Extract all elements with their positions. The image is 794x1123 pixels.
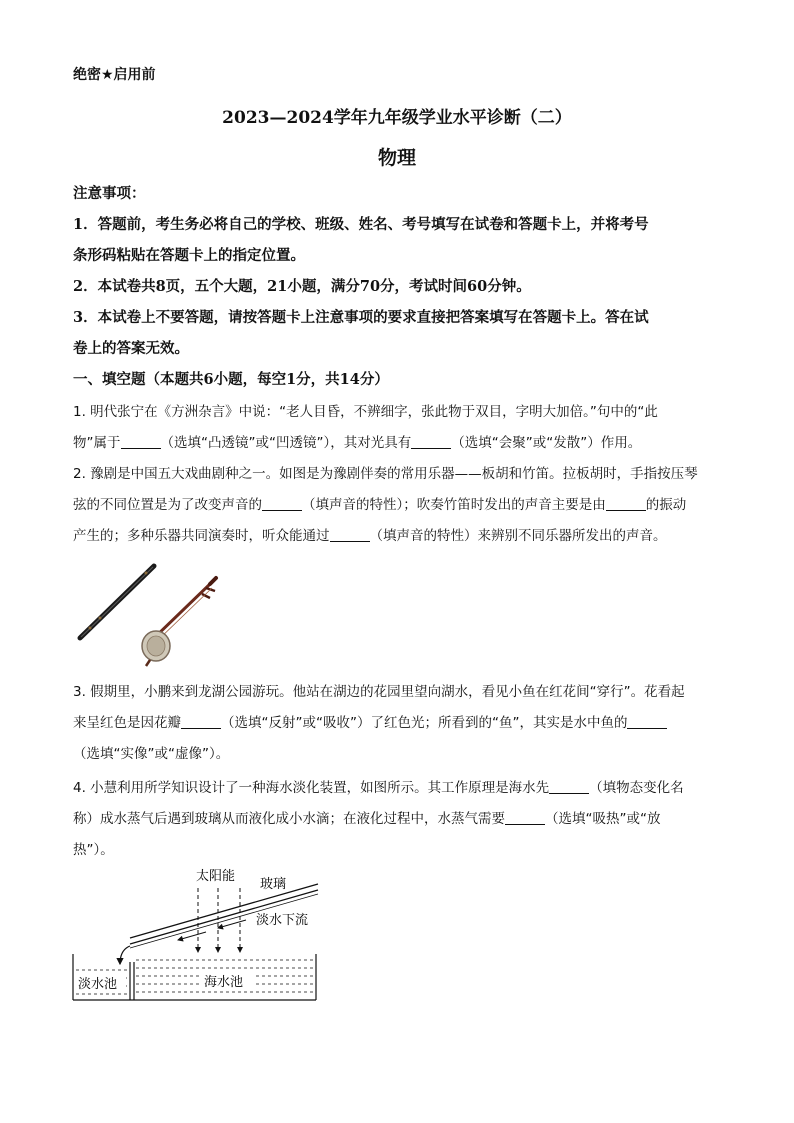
- note-3-line-2: 卷上的答案无效。: [73, 340, 189, 357]
- q3-text-a: 来呈红色是因花瓣: [73, 715, 181, 731]
- note-1-line-1: 1．答题前，考生务必将自己的学校、班级、姓名、考号填写在试卷和答题卡上，并将考号: [73, 216, 649, 233]
- q1-text-b: （选填“凸透镜”或“凹透镜”），其对光具有: [160, 435, 412, 451]
- bamboo-flute-icon: [80, 566, 154, 638]
- q4-line-2: [73, 807, 733, 827]
- q1-line-1: 1. 明代张宁在《方洲杂言》中说：“老人目昏，不辨细字，张此物于双目，字明大加倍。”句中的“此: [73, 404, 658, 420]
- q3-line-1: 3. 假期里，小鹏来到龙湖公园游玩。他站在湖边的花园里望向湖水，看见小鱼在红花间“穿行”。花看起: [73, 684, 685, 700]
- answer-blank[interactable]: [262, 509, 302, 511]
- answer-blank[interactable]: [505, 823, 545, 825]
- secret-label: 绝密★启用前: [73, 67, 156, 83]
- glass-label: 玻璃: [260, 877, 287, 892]
- q2-text-c: 的振动: [645, 497, 687, 513]
- q1-text-a: 物”属于: [73, 435, 121, 451]
- note-1-line-2: 条形码粘贴在答题卡上的指定位置。: [73, 247, 305, 264]
- q4-text-d: （选填“吸热”或“放: [545, 811, 661, 827]
- q2-text-d: 产生的；多种乐器共同演奏时，听众能通过: [73, 528, 330, 544]
- fresh-flow-label: 淡水下流: [256, 913, 309, 928]
- q4-text-b: （填物态变化名: [589, 780, 684, 796]
- answer-blank[interactable]: [121, 447, 161, 449]
- q4-line-3: 热”）。: [73, 842, 114, 858]
- q2-text-b: （填声音的特性）；吹奏竹笛时发出的声音主要是由: [302, 497, 606, 513]
- note-3-line-1: 3．本试卷上不要答题，请按答题卡上注意事项的要求直接把答案填写在答题卡上。答在试: [73, 309, 649, 326]
- section-1-heading: 一、填空题（本题共6小题，每空1分，共14分）: [73, 371, 389, 388]
- desalination-diagram: [68, 862, 326, 1004]
- instruments-figure: [70, 558, 230, 668]
- q2-line-3: [73, 524, 733, 544]
- q3-text-b: （选填“反射”或“吸收”）了红色光；所看到的“鱼”，其实是水中鱼的: [221, 715, 628, 731]
- q2-line-2: [73, 493, 733, 513]
- answer-blank[interactable]: [606, 509, 646, 511]
- note-2: 2．本试卷共8页，五个大题，21小题，满分70分，考试时间60分钟。: [73, 278, 531, 295]
- q2-text-e: （填声音的特性）来辨别不同乐器所发出的声音。: [369, 528, 667, 544]
- q4-line-1: [73, 776, 733, 796]
- answer-blank[interactable]: [627, 727, 667, 729]
- answer-blank[interactable]: [181, 727, 221, 729]
- notes-heading: 注意事项：: [73, 185, 146, 202]
- answer-blank[interactable]: [330, 540, 370, 542]
- banhu-icon: [142, 578, 216, 666]
- q3-line-3: （选填“实像”或“虚像”）。: [73, 746, 230, 762]
- sea-pool-label: 海水池: [204, 975, 244, 990]
- q2-line-1: 2. 豫剧是中国五大戏曲剧种之一。如图是为豫剧伴奏的常用乐器——板胡和竹笛。拉板胡时，手指按压琴: [73, 466, 698, 482]
- exam-title: 2023—2024学年九年级学业水平诊断（二）: [222, 108, 572, 128]
- q2-text-a: 弦的不同位置是为了改变声音的: [73, 497, 262, 513]
- q3-line-2: [73, 711, 733, 731]
- answer-blank[interactable]: [549, 792, 589, 794]
- q1-text-c: （选填“会聚”或“发散”）作用。: [451, 435, 642, 451]
- sun-ray-arrows: [198, 888, 240, 952]
- q1-line-2: [73, 431, 733, 451]
- q4-text-c: 称）成水蒸气后遇到玻璃从而液化成小水滴；在液化过程中，水蒸气需要: [73, 811, 505, 827]
- fresh-pool-label: 淡水池: [78, 977, 118, 992]
- answer-blank[interactable]: [411, 447, 451, 449]
- sun-label: 太阳能: [196, 869, 236, 884]
- subject-title: 物理: [377, 147, 416, 169]
- q4-text-a: 4. 小慧利用所学知识设计了一种海水淡化装置，如图所示。其工作原理是海水先: [73, 780, 550, 796]
